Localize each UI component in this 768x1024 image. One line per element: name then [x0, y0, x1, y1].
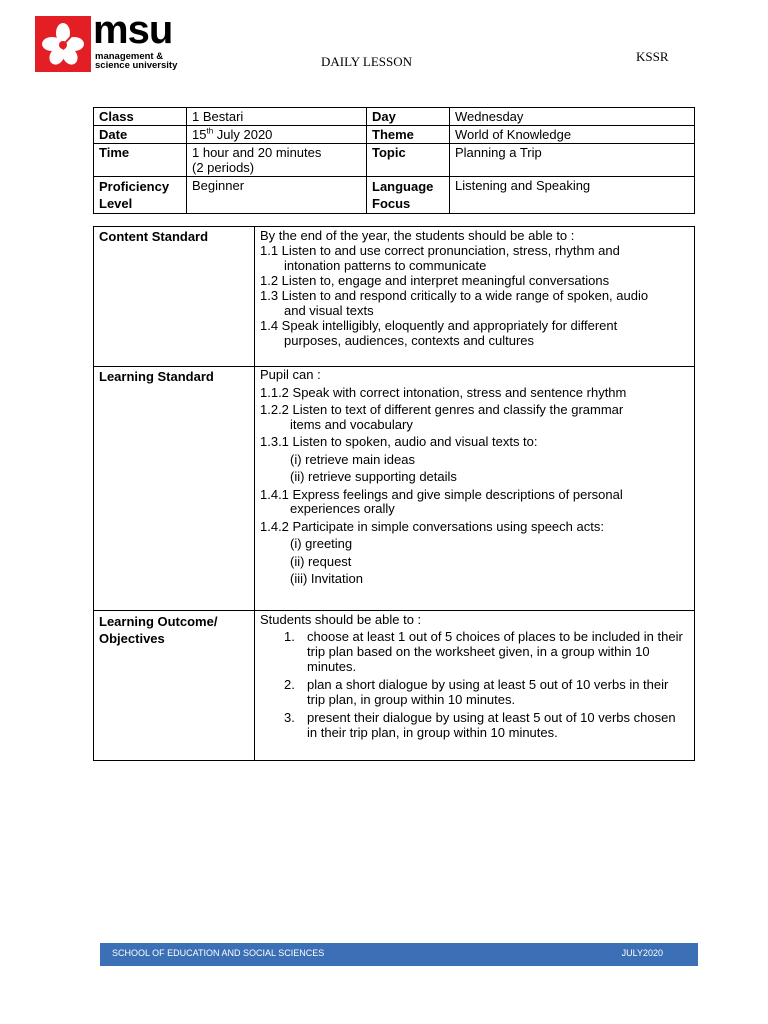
content-standard-body: By the end of the year, the students should be able to : 1.1 Listen to and use correct pronunciation, stress, rhythm and intonation patterns to communicate 1.2 Listen to, engage and interpret meaningful conversations 1.3 Listen to and respond critically to a wide range of spoken, audio and visual texts 1.4 Speak intelligibly, eloquently and appropriately for different purposes, audiences, contexts and cultures [255, 227, 695, 367]
page-title: DAILY LESSON [321, 54, 413, 69]
proficiency-value: Beginner [187, 177, 367, 214]
table-row [94, 177, 695, 214]
learning-standard-label: Learning Standard [94, 367, 255, 611]
date-label: Date [94, 126, 187, 144]
list-item: 1.1 Listen to and use correct pronunciation, stress, rhythm and intonation patterns to communicate [260, 243, 620, 273]
msu-logo [35, 8, 195, 74]
date-value: 15th July 2020 [187, 126, 367, 144]
list-item: 3. present their dialogue by using at least 5 out of 10 verbs chosen in their trip plan, in group within 10 minutes. [284, 710, 676, 740]
table-row [94, 227, 695, 367]
topic-value: Planning a Trip [450, 144, 695, 177]
list-item: 1. choose at least 1 out of 5 choices of places to be included in their trip plan based on the worksheet given, in a group within 10 minutes. [284, 629, 683, 674]
theme-label: Theme [367, 126, 450, 144]
logo-wordmark: msu [93, 8, 173, 52]
table-row [94, 108, 695, 126]
page-footer [100, 943, 698, 966]
footer-school: SCHOOL OF EDUCATION AND SOCIAL SCIENCES [112, 948, 325, 958]
day-value: Wednesday [450, 108, 695, 126]
hibiscus-icon [35, 16, 91, 72]
table-row [94, 611, 695, 761]
list-item: 1.3.1 Listen to spoken, audio and visual texts to: [260, 434, 538, 449]
standards-table [93, 226, 695, 761]
objectives-label: Learning Outcome/ Objectives [94, 611, 255, 761]
curriculum-tag: KSSR [636, 49, 669, 64]
list-item: 1.2 Listen to, engage and interpret meaningful conversations [260, 273, 610, 288]
table-row [94, 144, 695, 177]
list-item: 1.4 Speak intelligibly, eloquently and appropriately for different purposes, audiences, contexts and cultures [260, 318, 618, 348]
table-row [94, 367, 695, 611]
list-item: 1.4.1 Express feelings and give simple descriptions of personal experiences orally [260, 486, 623, 516]
class-value: 1 Bestari [187, 108, 367, 126]
language-focus-value: Listening and Speaking [450, 177, 695, 214]
list-item: 2. plan a short dialogue by using at least 5 out of 10 verbs in their trip plan, in group within 10 minutes. [284, 677, 669, 707]
list-item: 1.3 Listen to and respond critically to a wide range of spoken, audio and visual texts [260, 288, 649, 318]
learning-standard-body: Pupil can : 1.1.2 Speak with correct intonation, stress and sentence rhythm 1.2.2 Listen to text of different genres and classify the grammar items and vocabulary 1.3.1 Listen to spoken, audio and visual texts to: (i) retrieve main ideas (ii) retrieve supporting details 1.4.1 Express feelings and give simple descriptions of personal experiences orally 1.4.2 Participate in simple conversations using speech acts: (i) greeting (ii) request (iii) Invitation [255, 367, 695, 611]
content-standard-label: Content Standard [94, 227, 255, 367]
time-label: Time [94, 144, 187, 177]
objectives-body: Students should be able to : 1. choose at least 1 out of 5 choices of places to be included in their trip plan based on the worksheet given, in a group within 10 minutes. 2. plan a short dialogue by using at least 5 out of 10 verbs in their trip plan, in group within 10 minutes. 3. present their dialogue by using at least 5 out of 10 verbs chosen in their trip plan, in group within 10 minutes. [255, 611, 695, 761]
proficiency-label: Proficiency Level [94, 177, 187, 214]
logo-subtitle: management & science university [95, 51, 178, 71]
list-item: 1.4.2 Participate in simple conversations using speech acts: [260, 518, 604, 534]
class-label: Class [94, 108, 187, 126]
topic-label: Topic [367, 144, 450, 177]
list-item: 1.2.2 Listen to text of different genres and classify the grammar items and vocabulary [260, 402, 624, 432]
time-value: 1 hour and 20 minutes (2 periods) [187, 144, 367, 177]
day-label: Day [367, 108, 450, 126]
lesson-info-table [93, 107, 695, 214]
list-item: 1.1.2 Speak with correct intonation, stress and sentence rhythm [260, 384, 627, 400]
language-focus-label: Language Focus [367, 177, 450, 214]
footer-date: JULY2020 [621, 948, 663, 958]
table-row [94, 126, 695, 144]
theme-value: World of Knowledge [450, 126, 695, 144]
